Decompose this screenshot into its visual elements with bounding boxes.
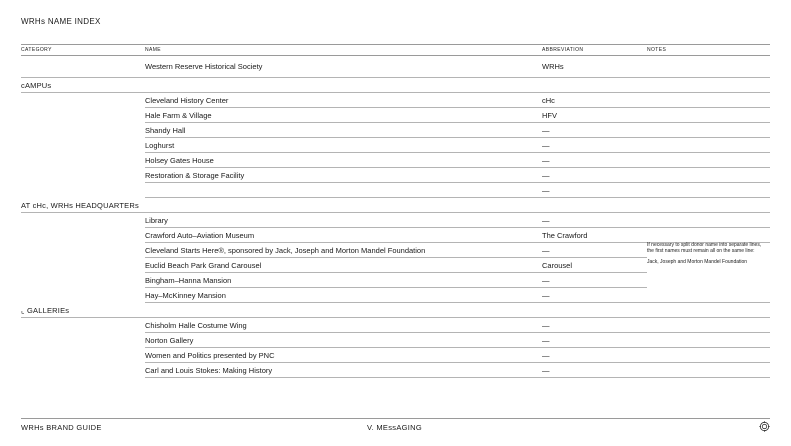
table-row: [21, 93, 770, 108]
section-row-galleries: [21, 303, 770, 318]
row-name: Hay–McKinney Mansion: [145, 288, 542, 303]
table-row: [21, 348, 770, 363]
row-name: Hale Farm & Village: [145, 108, 542, 123]
row-name: Cleveland Starts Here®, sponsored by Jack, Joseph and Morton Mandel Foundation: [145, 243, 542, 258]
row-abbreviation: —: [542, 213, 647, 228]
row-abbreviation: —: [542, 168, 647, 183]
row-name: Library: [145, 213, 542, 228]
row-abbreviation: —: [542, 288, 647, 303]
row-name: Restoration & Storage Facility: [145, 168, 542, 183]
table-row: [21, 123, 770, 138]
section-label: cAMPUs: [21, 78, 770, 93]
name-index-table: [21, 44, 770, 378]
row-name: Cleveland History Center: [145, 93, 542, 108]
section-label: ⌞ GALLERIEs: [21, 303, 770, 318]
row-abbreviation: —: [542, 348, 647, 363]
table-row: [21, 56, 770, 78]
row-abbreviation: —: [542, 243, 647, 258]
row-name: Carl and Louis Stokes: Making History: [145, 363, 542, 378]
footer-brand-guide: WRHs BRAND GUIDE: [21, 423, 102, 432]
row-name: Shandy Hall: [145, 123, 542, 138]
footer-section-title: V. MEssAGING: [367, 423, 423, 432]
footer-divider: [21, 418, 770, 419]
table-row: [21, 318, 770, 333]
table-row: [21, 333, 770, 348]
row-name: Loghurst: [145, 138, 542, 153]
row-abbreviation: —: [542, 183, 647, 198]
row-abbreviation: —: [542, 318, 647, 333]
row-abbreviation: WRHs: [542, 56, 647, 78]
row-abbreviation: The Crawford: [542, 228, 647, 243]
table-row: [21, 213, 770, 228]
column-header-abbreviation: ABBREVIATION: [542, 45, 647, 56]
row-name: [145, 183, 542, 198]
table-row: [21, 228, 770, 243]
row-abbreviation: —: [542, 333, 647, 348]
row-name: Norton Gallery: [145, 333, 542, 348]
row-name: Chisholm Halle Costume Wing: [145, 318, 542, 333]
table-row: [21, 108, 770, 123]
page-title: WRHs NAME INDEX: [21, 17, 101, 26]
row-abbreviation: —: [542, 153, 647, 168]
table-row: [21, 273, 770, 288]
donor-name-note: [647, 242, 765, 271]
row-name: Bingham–Hanna Mansion: [145, 273, 542, 288]
row-name: Women and Politics presented by PNC: [145, 348, 542, 363]
table-row: [21, 183, 770, 198]
note-instruction: If necessary to split donor name into separate lines, the first names must remain all on the same line:: [647, 242, 762, 255]
table-row: [21, 153, 770, 168]
row-abbreviation: —: [542, 138, 647, 153]
table-row: [21, 138, 770, 153]
section-label: AT cHc, WRHs HEADQUARTERs: [21, 198, 770, 213]
table-header-row: [21, 45, 770, 56]
column-header-name: NAME: [145, 45, 542, 56]
logo-mark-icon: [759, 421, 770, 432]
section-row-campus: [21, 78, 770, 93]
row-abbreviation: —: [542, 123, 647, 138]
row-name: Holsey Gates House: [145, 153, 542, 168]
notes-cell: [647, 56, 770, 78]
row-abbreviation: cHc: [542, 93, 647, 108]
note-example: Jack, Joseph and Morton Mandel Foundation: [647, 259, 748, 266]
column-header-category: CATEGORY: [21, 45, 145, 56]
row-name: Crawford Auto–Aviation Museum: [145, 228, 542, 243]
row-abbreviation: —: [542, 363, 647, 378]
row-abbreviation: HFV: [542, 108, 647, 123]
column-header-notes: NOTES: [647, 45, 770, 56]
section-row-headquarters: [21, 198, 770, 213]
row-abbreviation: Carousel: [542, 258, 647, 273]
row-abbreviation: —: [542, 273, 647, 288]
table-row: [21, 288, 770, 303]
category-cell: [21, 56, 145, 78]
row-name: Euclid Beach Park Grand Carousel: [145, 258, 542, 273]
table-row: [21, 363, 770, 378]
table-row: [21, 168, 770, 183]
row-name: Western Reserve Historical Society: [145, 56, 542, 78]
